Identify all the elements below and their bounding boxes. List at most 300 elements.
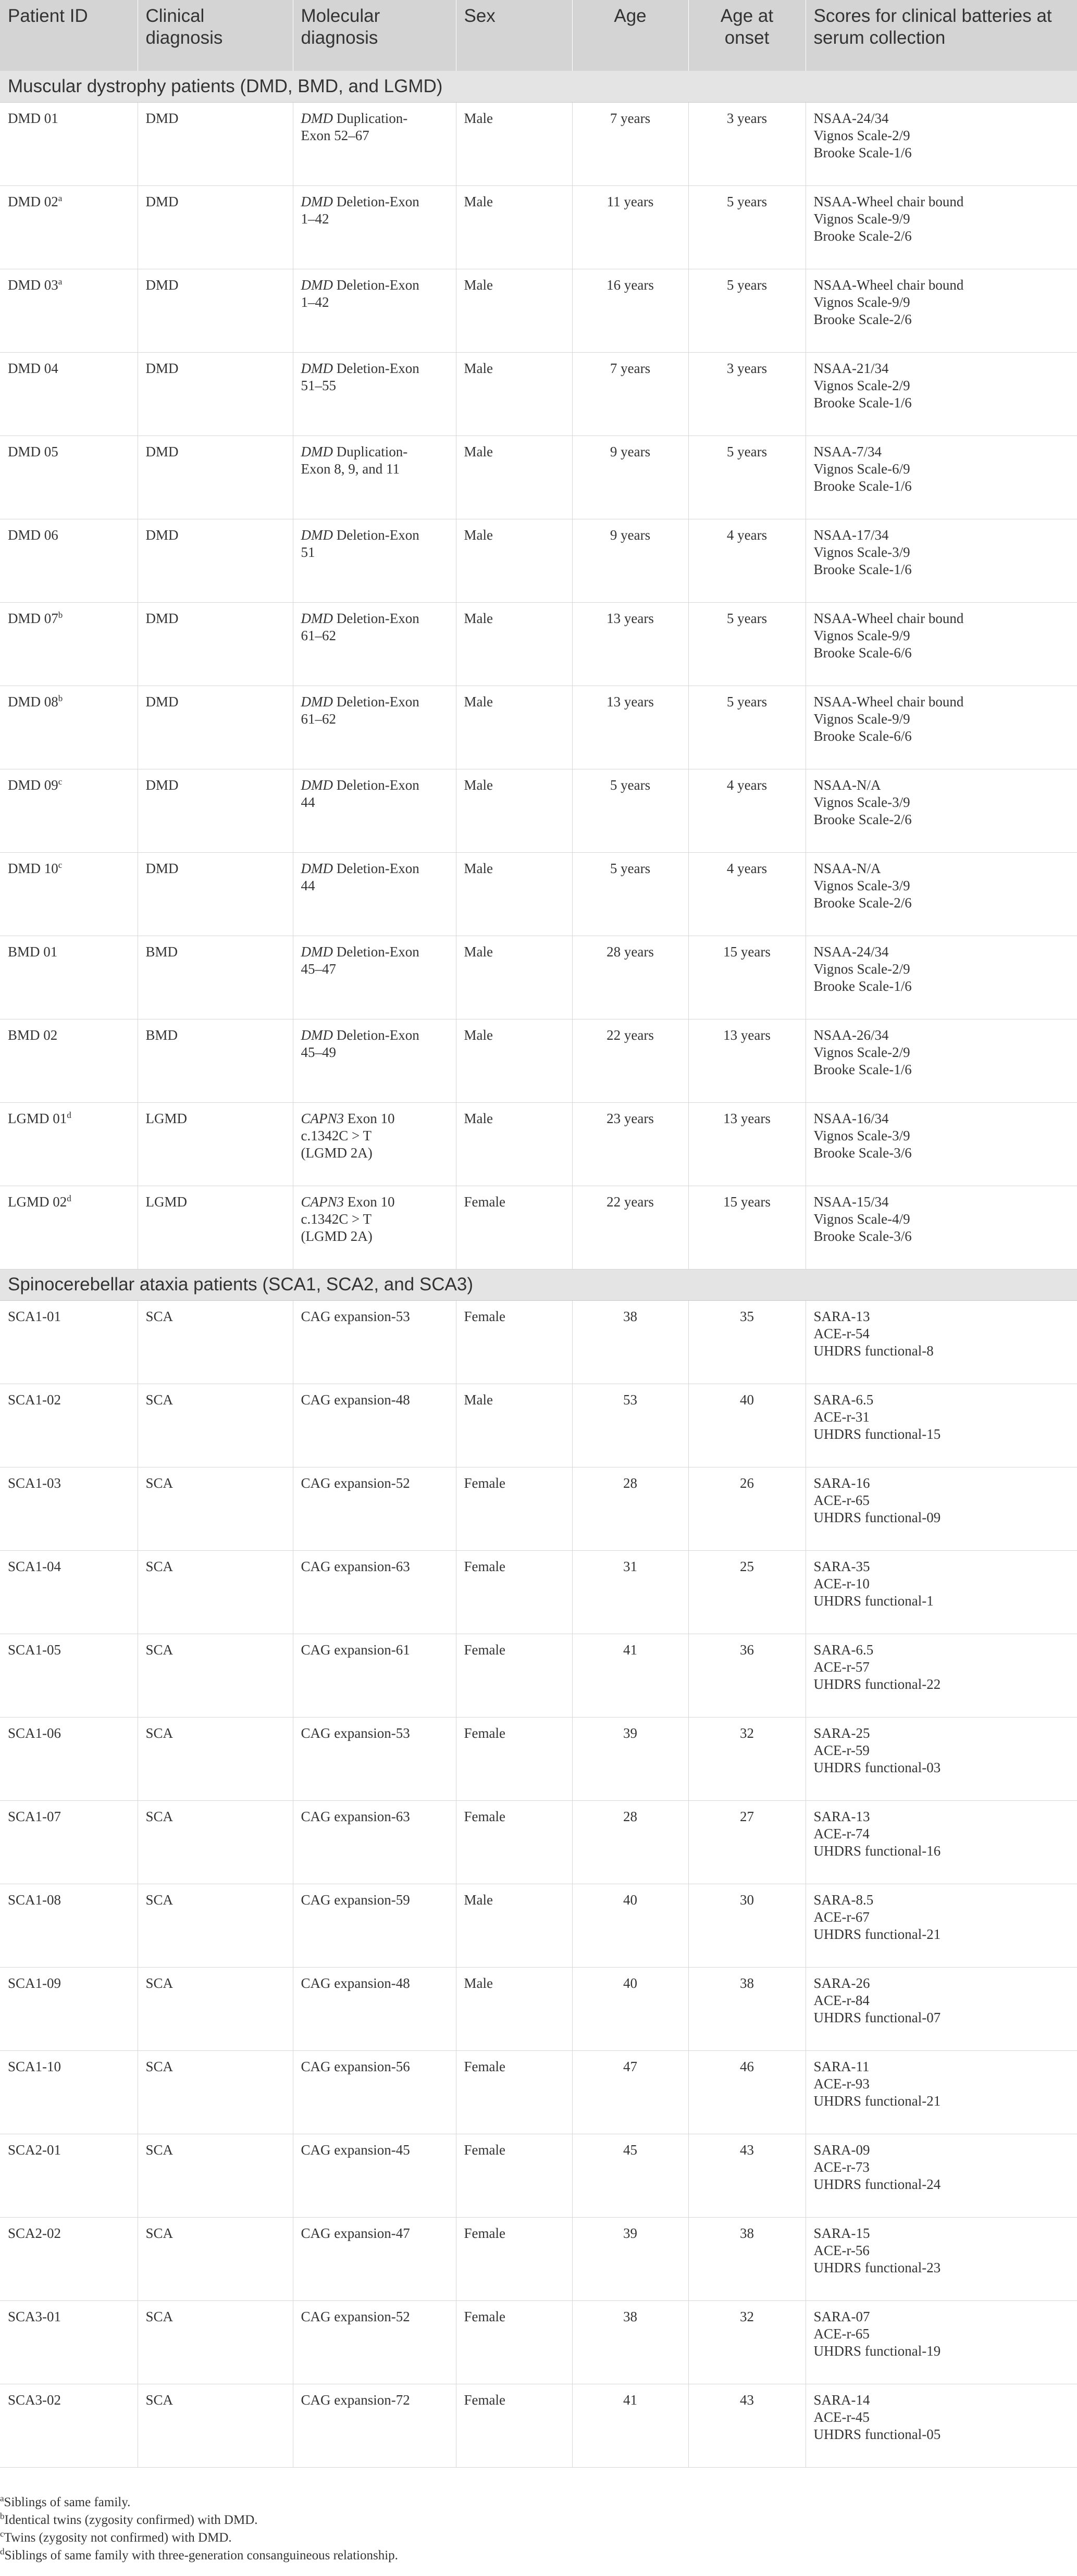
molecular-text: Deletion-Exon <box>336 360 419 376</box>
molecular-line <box>301 627 448 644</box>
table-row <box>0 2217 1077 2300</box>
score-line: ACE-r-65 <box>813 2325 870 2342</box>
molecular-line <box>301 2308 448 2325</box>
patient-id: DMD 07 <box>8 610 58 626</box>
molecular-line <box>301 1044 448 1061</box>
scores-cell <box>806 1800 1077 1884</box>
molecular-diagnosis-cell <box>293 1467 456 1550</box>
molecular-text: CAG expansion-61 <box>301 1641 410 1658</box>
gene-name: DMD <box>301 360 333 376</box>
table-row <box>0 602 1077 686</box>
scores-cell <box>806 1384 1077 1467</box>
patient-id-cell <box>0 352 138 435</box>
molecular-text: Deletion-Exon <box>336 193 419 209</box>
table-body <box>0 71 1077 2467</box>
clinical-diagnosis-cell: SCA <box>138 1717 293 1800</box>
clinical-diagnosis-cell: DMD <box>138 602 293 686</box>
molecular-line <box>301 1193 448 1211</box>
patient-id-cell <box>0 2300 138 2384</box>
score-line: UHDRS functional-1 <box>813 1592 934 1609</box>
patient-id: SCA3-02 <box>8 2392 61 2408</box>
scores-cell <box>806 2217 1077 2300</box>
molecular-diagnosis-cell <box>293 1186 456 1269</box>
age-cell: 28 <box>572 1467 688 1550</box>
molecular-text: CAG expansion-59 <box>301 1891 410 1908</box>
sex-cell: Female <box>456 1550 572 1634</box>
scores-cell <box>806 269 1077 352</box>
clinical-diagnosis-cell: DMD <box>138 185 293 269</box>
molecular-diagnosis-cell <box>293 1634 456 1717</box>
group-header-row <box>0 71 1077 102</box>
molecular-line <box>301 110 448 127</box>
sex-cell: Male <box>456 852 572 936</box>
molecular-text: CAG expansion-53 <box>301 1725 410 1741</box>
table-row <box>0 2384 1077 2467</box>
score-line: Vignos Scale-3/9 <box>813 544 910 560</box>
clinical-diagnosis-cell: BMD <box>138 1019 293 1102</box>
age-cell: 11 years <box>572 185 688 269</box>
age-onset-cell: 26 <box>688 1467 806 1550</box>
score-line: ACE-r-65 <box>813 1492 870 1508</box>
patient-id: BMD 02 <box>8 1027 58 1043</box>
group-title: Spinocerebellar ataxia patients (SCA1, SCA2, and SCA3) <box>0 1269 1077 1300</box>
sex-cell: Male <box>456 769 572 852</box>
sex-cell: Male <box>456 1884 572 1967</box>
score-line: Brooke Scale-2/6 <box>813 228 912 244</box>
molecular-line <box>301 1725 448 1742</box>
table-row <box>0 1884 1077 1967</box>
score-line: ACE-r-56 <box>813 2242 870 2258</box>
molecular-diagnosis-cell <box>293 185 456 269</box>
score-line: NSAA-21/34 <box>813 360 889 376</box>
age-onset-cell: 43 <box>688 2134 806 2217</box>
age-onset-cell: 32 <box>688 1717 806 1800</box>
score-line: SARA-35 <box>813 1558 870 1574</box>
sex-cell: Female <box>456 2300 572 2384</box>
footnote-mark: c <box>58 860 63 870</box>
score-line: Vignos Scale-4/9 <box>813 1211 910 1227</box>
sex-cell: Male <box>456 1102 572 1186</box>
patient-id: DMD 09 <box>8 777 58 793</box>
age-cell: 39 <box>572 1717 688 1800</box>
score-line: Brooke Scale-2/6 <box>813 311 912 327</box>
patient-id: SCA1-05 <box>8 1641 61 1658</box>
score-line: Vignos Scale-2/9 <box>813 961 910 977</box>
footnote-mark: a <box>58 276 63 287</box>
patient-id: SCA1-08 <box>8 1891 61 1908</box>
gene-name: DMD <box>301 943 333 960</box>
molecular-text: 45–47 <box>301 961 336 977</box>
scores-cell <box>806 2134 1077 2217</box>
score-line: Vignos Scale-3/9 <box>813 877 910 893</box>
molecular-diagnosis-cell <box>293 2134 456 2217</box>
gene-name: CAPN3 <box>301 1110 344 1126</box>
molecular-text: 44 <box>301 794 315 810</box>
clinical-diagnosis-cell: LGMD <box>138 1186 293 1269</box>
table-row <box>0 1186 1077 1269</box>
scores-cell <box>806 1300 1077 1384</box>
footnote-mark: d <box>67 1110 71 1120</box>
score-line: UHDRS functional-03 <box>813 1759 941 1775</box>
molecular-line <box>301 711 448 728</box>
age-cell: 16 years <box>572 269 688 352</box>
molecular-text: CAG expansion-52 <box>301 2308 410 2324</box>
footnote-mark: c <box>58 776 63 787</box>
footnote-mark: c <box>0 2529 4 2539</box>
age-onset-cell: 30 <box>688 1884 806 1967</box>
score-line: SARA-25 <box>813 1725 870 1741</box>
scores-cell <box>806 102 1077 185</box>
clinical-diagnosis-cell: DMD <box>138 769 293 852</box>
molecular-diagnosis-cell <box>293 2050 456 2134</box>
footnote-text: Siblings of same family. <box>4 2495 131 2509</box>
scores-cell <box>806 435 1077 519</box>
molecular-line <box>301 1975 448 1992</box>
patient-id-cell <box>0 1800 138 1884</box>
table-row <box>0 1467 1077 1550</box>
score-line: UHDRS functional-22 <box>813 1676 941 1692</box>
footnote-mark: b <box>58 693 63 703</box>
table-row <box>0 185 1077 269</box>
molecular-line <box>301 693 448 711</box>
patient-id: DMD 10 <box>8 860 58 876</box>
molecular-diagnosis-cell <box>293 602 456 686</box>
molecular-text: (LGMD 2A) <box>301 1144 373 1161</box>
table-row <box>0 1634 1077 1717</box>
score-line: Vignos Scale-9/9 <box>813 294 910 310</box>
age-onset-cell: 13 years <box>688 1019 806 1102</box>
molecular-text: Deletion-Exon <box>336 777 419 793</box>
molecular-text: Exon 10 <box>347 1110 395 1126</box>
age-onset-cell: 32 <box>688 2300 806 2384</box>
sex-cell: Male <box>456 269 572 352</box>
age-onset-cell: 4 years <box>688 519 806 602</box>
age-onset-cell: 35 <box>688 1300 806 1384</box>
age-onset-cell: 5 years <box>688 269 806 352</box>
molecular-text: Deletion-Exon <box>336 693 419 710</box>
molecular-diagnosis-cell <box>293 686 456 769</box>
clinical-diagnosis-cell: DMD <box>138 102 293 185</box>
patient-id: SCA1-02 <box>8 1391 61 1408</box>
table-row <box>0 1550 1077 1634</box>
age-cell: 38 <box>572 2300 688 2384</box>
patient-id-cell <box>0 602 138 686</box>
score-line: NSAA-15/34 <box>813 1193 889 1210</box>
sex-cell: Male <box>456 352 572 435</box>
clinical-diagnosis-cell: SCA <box>138 2384 293 2467</box>
sex-cell: Female <box>456 2050 572 2134</box>
score-line: SARA-11 <box>813 2058 870 2074</box>
table-row <box>0 1384 1077 1467</box>
patient-id-cell <box>0 1467 138 1550</box>
scores-cell <box>806 1102 1077 1186</box>
sex-cell: Male <box>456 435 572 519</box>
molecular-line <box>301 961 448 978</box>
scores-cell <box>806 602 1077 686</box>
patient-id-cell <box>0 1717 138 1800</box>
clinical-diagnosis-cell: DMD <box>138 852 293 936</box>
molecular-line <box>301 860 448 877</box>
molecular-line <box>301 1211 448 1228</box>
molecular-diagnosis-cell <box>293 936 456 1019</box>
molecular-line <box>301 377 448 394</box>
age-onset-cell: 4 years <box>688 852 806 936</box>
score-line: Brooke Scale-2/6 <box>813 894 912 911</box>
score-line: NSAA-26/34 <box>813 1027 889 1043</box>
age-onset-cell: 27 <box>688 1800 806 1884</box>
score-line: NSAA-N/A <box>813 860 881 876</box>
sex-cell: Female <box>456 2134 572 2217</box>
scores-cell <box>806 1717 1077 1800</box>
sex-cell: Female <box>456 1467 572 1550</box>
score-line: NSAA-17/34 <box>813 527 889 543</box>
age-cell: 9 years <box>572 435 688 519</box>
scores-cell <box>806 936 1077 1019</box>
table-row <box>0 1800 1077 1884</box>
molecular-line <box>301 1228 448 1245</box>
footnote <box>0 2547 1077 2565</box>
score-line: Vignos Scale-3/9 <box>813 1127 910 1143</box>
molecular-text: Deletion-Exon <box>336 943 419 960</box>
molecular-line <box>301 1127 448 1144</box>
age-onset-cell: 15 years <box>688 936 806 1019</box>
footnotes <box>0 2487 1077 2565</box>
table-row <box>0 435 1077 519</box>
molecular-text: Duplication- <box>336 443 408 459</box>
molecular-line <box>301 527 448 544</box>
molecular-text: c.1342C > T <box>301 1127 372 1143</box>
gene-name: DMD <box>301 777 333 793</box>
clinical-diagnosis-cell: LGMD <box>138 1102 293 1186</box>
score-line: UHDRS functional-23 <box>813 2259 941 2275</box>
molecular-diagnosis-cell <box>293 352 456 435</box>
molecular-diagnosis-cell <box>293 852 456 936</box>
clinical-diagnosis-cell: DMD <box>138 519 293 602</box>
header-sex: Sex <box>456 0 572 71</box>
score-line: SARA-26 <box>813 1975 870 1991</box>
sex-cell: Male <box>456 602 572 686</box>
score-line: Brooke Scale-3/6 <box>813 1144 912 1161</box>
score-line: ACE-r-45 <box>813 2409 870 2425</box>
age-onset-cell: 13 years <box>688 1102 806 1186</box>
molecular-line <box>301 461 448 478</box>
patient-id: DMD 06 <box>8 527 58 543</box>
molecular-text: CAG expansion-48 <box>301 1391 410 1408</box>
score-line: ACE-r-57 <box>813 1659 870 1675</box>
score-line: Brooke Scale-2/6 <box>813 811 912 827</box>
clinical-diagnosis-cell: SCA <box>138 2300 293 2384</box>
molecular-line <box>301 1808 448 1825</box>
score-line: SARA-09 <box>813 2142 870 2158</box>
age-onset-cell: 38 <box>688 2217 806 2300</box>
molecular-diagnosis-cell <box>293 1300 456 1384</box>
patient-id: DMD 03 <box>8 277 58 293</box>
scores-cell <box>806 352 1077 435</box>
patient-id: SCA1-03 <box>8 1475 61 1491</box>
gene-name: DMD <box>301 693 333 710</box>
age-onset-cell: 5 years <box>688 686 806 769</box>
molecular-text: 51–55 <box>301 377 336 393</box>
molecular-line <box>301 1027 448 1044</box>
molecular-diagnosis-cell <box>293 1102 456 1186</box>
molecular-line <box>301 1391 448 1409</box>
molecular-diagnosis-cell <box>293 1884 456 1967</box>
molecular-line <box>301 1641 448 1659</box>
sex-cell: Female <box>456 2384 572 2467</box>
patient-id-cell <box>0 435 138 519</box>
age-onset-cell: 4 years <box>688 769 806 852</box>
molecular-diagnosis-cell <box>293 269 456 352</box>
scores-cell <box>806 1967 1077 2050</box>
patient-id-cell <box>0 769 138 852</box>
molecular-line <box>301 277 448 294</box>
footnote <box>0 2511 1077 2529</box>
score-line: Vignos Scale-2/9 <box>813 1044 910 1060</box>
footnote-text: Identical twins (zygosity confirmed) with DMD. <box>4 2513 258 2527</box>
molecular-text: CAG expansion-45 <box>301 2142 410 2158</box>
molecular-text: CAG expansion-56 <box>301 2058 410 2074</box>
age-cell: 5 years <box>572 769 688 852</box>
molecular-diagnosis-cell <box>293 1019 456 1102</box>
molecular-diagnosis-cell <box>293 1717 456 1800</box>
score-line: ACE-r-74 <box>813 1825 870 1841</box>
molecular-text: Deletion-Exon <box>336 1027 419 1043</box>
patient-id: SCA1-06 <box>8 1725 61 1741</box>
scores-cell <box>806 2384 1077 2467</box>
footnote-mark: b <box>58 609 63 620</box>
patient-id: BMD 01 <box>8 943 58 960</box>
patient-id-cell <box>0 2134 138 2217</box>
molecular-text: 1–42 <box>301 210 329 227</box>
footnote-mark: a <box>0 2493 4 2504</box>
score-line: UHDRS functional-8 <box>813 1342 934 1359</box>
molecular-line <box>301 544 448 561</box>
patient-id-cell <box>0 1186 138 1269</box>
patient-id-cell <box>0 1384 138 1467</box>
age-onset-cell: 40 <box>688 1384 806 1467</box>
scores-cell <box>806 1634 1077 1717</box>
molecular-text: CAG expansion-63 <box>301 1808 410 1824</box>
molecular-line <box>301 943 448 961</box>
molecular-line <box>301 127 448 144</box>
patient-id-cell <box>0 185 138 269</box>
score-line: NSAA-16/34 <box>813 1110 889 1126</box>
score-line: UHDRS functional-07 <box>813 2009 941 2025</box>
patient-id: SCA2-01 <box>8 2142 61 2158</box>
scores-cell <box>806 686 1077 769</box>
clinical-diagnosis-cell: SCA <box>138 1800 293 1884</box>
patient-id: SCA2-02 <box>8 2225 61 2241</box>
age-cell: 53 <box>572 1384 688 1467</box>
sex-cell: Female <box>456 1800 572 1884</box>
molecular-text: Exon 52–67 <box>301 127 369 143</box>
age-cell: 41 <box>572 1634 688 1717</box>
molecular-text: Exon 10 <box>347 1193 395 1210</box>
score-line: ACE-r-31 <box>813 1409 870 1425</box>
age-onset-cell: 25 <box>688 1550 806 1634</box>
molecular-line <box>301 294 448 311</box>
score-line: UHDRS functional-15 <box>813 1426 941 1442</box>
gene-name: DMD <box>301 610 333 626</box>
clinical-diagnosis-cell: BMD <box>138 936 293 1019</box>
patient-id-cell <box>0 1300 138 1384</box>
molecular-text: c.1342C > T <box>301 1211 372 1227</box>
header-age: Age <box>572 0 688 71</box>
age-cell: 40 <box>572 1967 688 2050</box>
clinical-diagnosis-cell: DMD <box>138 435 293 519</box>
score-line: Brooke Scale-1/6 <box>813 144 912 160</box>
age-cell: 22 years <box>572 1186 688 1269</box>
gene-name: DMD <box>301 527 333 543</box>
gene-name: DMD <box>301 1027 333 1043</box>
sex-cell: Male <box>456 1019 572 1102</box>
score-line: Brooke Scale-1/6 <box>813 561 912 577</box>
scores-cell <box>806 1550 1077 1634</box>
patient-id-cell <box>0 1019 138 1102</box>
sex-cell: Female <box>456 1717 572 1800</box>
molecular-text: Deletion-Exon <box>336 860 419 876</box>
score-line: NSAA-24/34 <box>813 110 889 126</box>
molecular-diagnosis-cell <box>293 435 456 519</box>
table-row <box>0 1019 1077 1102</box>
patient-id-cell <box>0 1967 138 2050</box>
patient-id-cell <box>0 1102 138 1186</box>
molecular-text: 45–49 <box>301 1044 336 1060</box>
patient-id: DMD 02 <box>8 193 58 209</box>
footnote-mark: d <box>67 1193 71 1203</box>
table-row <box>0 686 1077 769</box>
scores-cell <box>806 769 1077 852</box>
molecular-diagnosis-cell <box>293 1550 456 1634</box>
score-line: SARA-13 <box>813 1308 870 1324</box>
age-cell: 9 years <box>572 519 688 602</box>
score-line: NSAA-24/34 <box>813 943 889 960</box>
score-line: Vignos Scale-2/9 <box>813 127 910 143</box>
score-line: NSAA-Wheel chair bound <box>813 610 964 626</box>
score-line: NSAA-Wheel chair bound <box>813 693 964 710</box>
score-line: SARA-15 <box>813 2225 870 2241</box>
patient-id-cell <box>0 519 138 602</box>
score-line: SARA-6.5 <box>813 1641 874 1658</box>
patient-id: DMD 08 <box>8 693 58 710</box>
age-cell: 38 <box>572 1300 688 1384</box>
molecular-line <box>301 1308 448 1325</box>
molecular-text: 61–62 <box>301 627 336 643</box>
table-row <box>0 1300 1077 1384</box>
table-row <box>0 269 1077 352</box>
score-line: SARA-13 <box>813 1808 870 1824</box>
table-row <box>0 519 1077 602</box>
header-patient-id: Patient ID <box>0 0 138 71</box>
clinical-diagnosis-cell: SCA <box>138 2217 293 2300</box>
molecular-text: Exon 8, 9, and 11 <box>301 461 400 477</box>
molecular-text: CAG expansion-47 <box>301 2225 410 2241</box>
sex-cell: Female <box>456 1300 572 1384</box>
patient-id-cell <box>0 686 138 769</box>
score-line: NSAA-N/A <box>813 777 881 793</box>
age-onset-cell: 5 years <box>688 185 806 269</box>
score-line: UHDRS functional-21 <box>813 1926 941 1942</box>
molecular-diagnosis-cell <box>293 102 456 185</box>
score-line: SARA-14 <box>813 2392 870 2408</box>
clinical-diagnosis-cell: DMD <box>138 686 293 769</box>
footnote-text: Siblings of same family with three-generation consanguineous relationship. <box>4 2548 398 2562</box>
patient-id: DMD 01 <box>8 110 58 126</box>
score-line: UHDRS functional-21 <box>813 2093 941 2109</box>
score-line: Vignos Scale-3/9 <box>813 794 910 810</box>
patient-id: SCA1-01 <box>8 1308 61 1324</box>
age-onset-cell: 3 years <box>688 352 806 435</box>
